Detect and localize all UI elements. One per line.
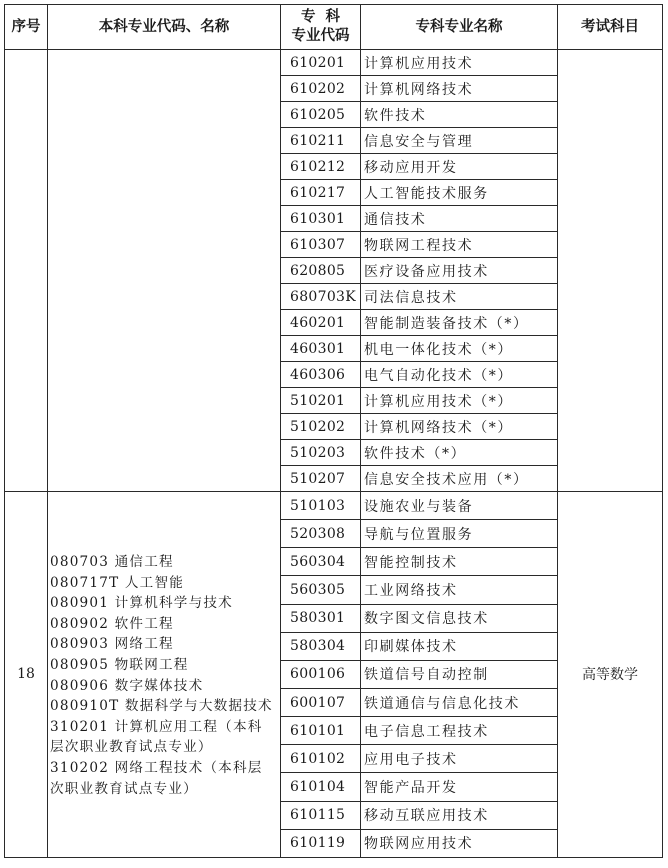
header-vocational-code bbox=[281, 5, 361, 50]
vocational-name-cell: 数字图文信息技术 bbox=[361, 604, 558, 632]
vocational-code-cell: 460201 bbox=[281, 310, 361, 336]
group-2 bbox=[5, 492, 663, 858]
vocational-name-cell: 铁道通信与信息化技术 bbox=[361, 688, 558, 716]
bachelor-major-item: 080902 软件工程 bbox=[50, 615, 174, 632]
vocational-code-cell: 610102 bbox=[281, 745, 361, 773]
vocational-code-cell: 460301 bbox=[281, 336, 361, 362]
vocational-name-cell: 计算机应用技术（*） bbox=[361, 388, 558, 414]
vocational-name-cell: 软件技术（*） bbox=[361, 440, 558, 466]
vocational-code-cell: 610101 bbox=[281, 717, 361, 745]
vocational-code-cell: 620805 bbox=[281, 258, 361, 284]
group-1 bbox=[5, 50, 663, 492]
vocational-code-cell: 610211 bbox=[281, 128, 361, 154]
vocational-name-cell: 应用电子技术 bbox=[361, 745, 558, 773]
vocational-name-cell: 司法信息技术 bbox=[361, 284, 558, 310]
bachelor-major-item: 080910T 数据科学与大数据技术 bbox=[50, 698, 273, 715]
vocational-name-cell: 工业网络技术 bbox=[361, 576, 558, 604]
bachelor-major-cell bbox=[48, 492, 281, 858]
vocational-name-cell: 导航与位置服务 bbox=[361, 520, 558, 548]
vocational-code-cell: 610301 bbox=[281, 206, 361, 232]
bachelor-major-item: 080903 网络工程 bbox=[50, 636, 174, 653]
vocational-name-cell: 智能产品开发 bbox=[361, 773, 558, 801]
vocational-name-cell: 移动互联应用技术 bbox=[361, 801, 558, 829]
vocational-code-cell: 610201 bbox=[281, 50, 361, 76]
vocational-name-cell: 物联网工程技术 bbox=[361, 232, 558, 258]
vocational-code-cell: 610115 bbox=[281, 801, 361, 829]
vocational-code-cell: 580304 bbox=[281, 632, 361, 660]
exam-subject-cell bbox=[558, 50, 663, 492]
table-row bbox=[5, 50, 663, 76]
bachelor-major-item: 080901 计算机科学与技术 bbox=[50, 595, 233, 612]
header-exam-subject: 考试科目 bbox=[558, 5, 663, 50]
vocational-name-cell: 软件技术 bbox=[361, 102, 558, 128]
vocational-name-cell: 医疗设备应用技术 bbox=[361, 258, 558, 284]
vocational-code-cell: 520308 bbox=[281, 520, 361, 548]
vocational-code-cell: 610119 bbox=[281, 829, 361, 857]
vocational-name-cell: 计算机网络技术 bbox=[361, 76, 558, 102]
bachelor-major-item: 080703 通信工程 bbox=[50, 554, 174, 570]
bachelor-major-item: 080905 物联网工程 bbox=[50, 656, 189, 673]
vocational-name-cell: 机电一体化技术（*） bbox=[361, 336, 558, 362]
major-table bbox=[4, 4, 663, 858]
vocational-code-cell: 680703K bbox=[281, 284, 361, 310]
vocational-code-cell: 510103 bbox=[281, 492, 361, 520]
vocational-code-cell: 610202 bbox=[281, 76, 361, 102]
vocational-code-cell: 580301 bbox=[281, 604, 361, 632]
header-seq: 序号 bbox=[5, 5, 48, 50]
exam-subject-cell: 高等数学 bbox=[558, 492, 663, 858]
vocational-name-cell: 移动应用开发 bbox=[361, 154, 558, 180]
vocational-code-cell: 510207 bbox=[281, 466, 361, 492]
bachelor-major-item: 层次职业教育试点专业） bbox=[50, 739, 213, 756]
seq-cell: 18 bbox=[5, 492, 48, 858]
vocational-name-cell: 设施农业与装备 bbox=[361, 492, 558, 520]
bachelor-major-list bbox=[48, 492, 280, 799]
header-vocational-code-line2: 专业代码 bbox=[291, 28, 350, 44]
vocational-code-cell: 610212 bbox=[281, 154, 361, 180]
vocational-code-cell: 600107 bbox=[281, 688, 361, 716]
header-vocational-code-line1: 专 科 bbox=[300, 9, 341, 25]
vocational-name-cell: 印刷媒体技术 bbox=[361, 632, 558, 660]
vocational-name-cell: 人工智能技术服务 bbox=[361, 180, 558, 206]
vocational-name-cell: 电子信息工程技术 bbox=[361, 717, 558, 745]
seq-cell bbox=[5, 50, 48, 492]
vocational-code-cell: 560304 bbox=[281, 548, 361, 576]
header-bachelor-major: 本科专业代码、名称 bbox=[48, 5, 281, 50]
vocational-name-cell: 信息安全与管理 bbox=[361, 128, 558, 154]
vocational-code-cell: 510201 bbox=[281, 388, 361, 414]
vocational-name-cell: 计算机应用技术 bbox=[361, 50, 558, 76]
vocational-name-cell: 智能控制技术 bbox=[361, 548, 558, 576]
vocational-code-cell: 600106 bbox=[281, 660, 361, 688]
bachelor-major-item: 310201 计算机应用工程（本科 bbox=[50, 718, 263, 735]
bachelor-major-list bbox=[48, 50, 280, 110]
header-vocational-name: 专科专业名称 bbox=[361, 5, 558, 50]
vocational-code-cell: 610217 bbox=[281, 180, 361, 206]
bachelor-major-item: 次职业教育试点专业） bbox=[50, 780, 198, 797]
bachelor-major-item: 080717T 人工智能 bbox=[50, 574, 185, 591]
vocational-name-cell: 计算机网络技术（*） bbox=[361, 414, 558, 440]
table-row bbox=[5, 492, 663, 520]
vocational-code-cell: 510202 bbox=[281, 414, 361, 440]
vocational-name-cell: 通信技术 bbox=[361, 206, 558, 232]
bachelor-major-cell bbox=[48, 50, 281, 492]
vocational-code-cell: 610205 bbox=[281, 102, 361, 128]
vocational-code-cell: 460306 bbox=[281, 362, 361, 388]
bachelor-major-item: 310202 网络工程技术（本科层 bbox=[50, 759, 263, 776]
vocational-code-cell: 560305 bbox=[281, 576, 361, 604]
vocational-name-cell: 电气自动化技术（*） bbox=[361, 362, 558, 388]
vocational-code-cell: 510203 bbox=[281, 440, 361, 466]
vocational-name-cell: 信息安全技术应用（*） bbox=[361, 466, 558, 492]
vocational-code-cell: 610307 bbox=[281, 232, 361, 258]
vocational-name-cell: 物联网应用技术 bbox=[361, 829, 558, 857]
header-row bbox=[5, 5, 663, 50]
bachelor-major-item: 080906 数字媒体技术 bbox=[50, 677, 204, 694]
vocational-name-cell: 铁道信号自动控制 bbox=[361, 660, 558, 688]
vocational-name-cell: 智能制造装备技术（*） bbox=[361, 310, 558, 336]
vocational-code-cell: 610104 bbox=[281, 773, 361, 801]
